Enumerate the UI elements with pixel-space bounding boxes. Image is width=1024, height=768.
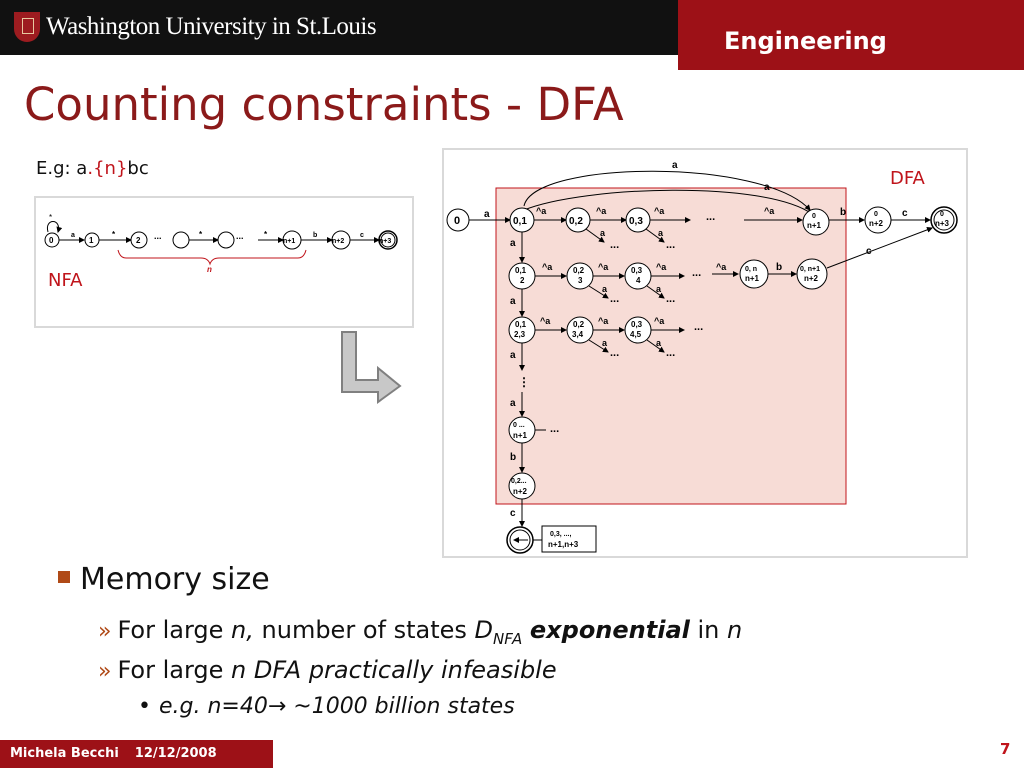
nfa-dots-1: ...: [154, 231, 162, 241]
bullet-dot-icon: •: [138, 694, 151, 719]
dfa-col-edge-b-label: b: [510, 452, 517, 463]
dfa-label-r3-1b: 3,4: [572, 330, 584, 339]
school-name: Engineering: [724, 27, 887, 55]
nfa-trans-star-0: *: [49, 213, 53, 222]
dfa-label-r3-0b: 2,3: [514, 330, 526, 339]
nfa-trans-star-1: *: [112, 230, 116, 239]
university-name: Washington University in St.Louis: [46, 13, 377, 40]
sub1-prefix: For large: [117, 616, 232, 644]
dfa-label-r1-n3b: n+3: [935, 219, 950, 228]
sub1-n: n,: [231, 616, 254, 644]
dfa-edge-r2-3-label: ^a: [716, 262, 727, 272]
chevron-icon: »: [98, 619, 112, 644]
dfa-shaded-region: [496, 188, 846, 504]
bullet-main: [58, 562, 270, 597]
dfa-diagram: [444, 150, 966, 556]
nfa-state-label-0: 0: [49, 236, 54, 245]
nfa-trans-a: a: [71, 232, 75, 239]
dfa-diag-r1-1-dots: ...: [610, 239, 620, 251]
dfa-edge-r3-0-label: ^a: [540, 316, 551, 326]
dfa-col-edge-3-label: a: [510, 350, 516, 361]
dfa-edge-r2-2-label: ^a: [656, 262, 667, 272]
dfa-edge-r2-c-label: c: [866, 246, 872, 257]
dfa-edge-r2-1-label: ^a: [598, 262, 609, 272]
example-prefix: E.g: a: [36, 158, 88, 179]
sub1-middle: number of states: [253, 616, 475, 644]
dfa-label-col-n2b: n+2: [513, 487, 528, 496]
dfa-diag-r2-1-dots: ...: [610, 293, 620, 305]
dfa-start-label: 0: [454, 215, 461, 227]
sub1-d: D: [474, 616, 493, 644]
dfa-label-col-n1a: 0 ...: [513, 422, 525, 429]
dfa-col-edge-4-label: a: [510, 398, 516, 409]
nfa-state-label-1: 1: [89, 236, 94, 245]
dfa-label-r1-2: 0,3: [629, 216, 643, 227]
dfa-edge-r1-c-label: c: [902, 208, 908, 219]
dfa-label-r2-n2a: 0, n+1: [800, 266, 821, 273]
dfa-diag-r2-2-dots: ...: [666, 293, 676, 305]
dfa-label-r1-n2: 0: [874, 211, 878, 218]
footer-date: 12/12/2008: [134, 746, 217, 761]
bullet-sub-2: [98, 656, 557, 684]
dfa-diag-r3-1-dots: ...: [610, 347, 620, 359]
dfa-edge-r2-0-label: ^a: [542, 262, 553, 272]
dfa-diag-r3-2-label: a: [656, 338, 662, 348]
sub2-prefix: For large: [117, 656, 232, 684]
nfa-trans-c: c: [360, 232, 364, 239]
dfa-edge-r1-3-label: ^a: [764, 206, 775, 216]
dfa-label-r3-2b: 4,5: [630, 330, 642, 339]
university-shield-icon: [14, 12, 40, 42]
sub1-n2: n: [727, 616, 743, 644]
page-number: 7: [1000, 740, 1011, 758]
dfa-diag-r3-1-label: a: [602, 338, 608, 348]
example-brace: {n}: [93, 158, 128, 179]
transform-arrow-icon: [334, 330, 406, 404]
sub1-sub: NFA: [493, 629, 523, 648]
dfa-edge-r1-2-label: ^a: [654, 206, 665, 216]
dfa-label-r2-n1a: 0, n: [745, 266, 758, 273]
slide-title: Counting constraints - DFA: [24, 78, 624, 131]
example-dot: .: [87, 158, 94, 179]
nfa-trans-b: b: [313, 232, 318, 239]
nfa-state-mid2: [218, 232, 234, 248]
dfa-edge-r1-0-label: ^a: [536, 206, 547, 216]
dfa-edge-r2-b-label: b: [776, 262, 783, 273]
dfa-label-r1-0: 0,1: [513, 216, 527, 227]
dfa-diag-r1-2-dots: ...: [666, 239, 676, 251]
dfa-col-edge-c-label: c: [510, 508, 516, 519]
chevron-icon: »: [98, 659, 112, 684]
nfa-state-label-n1: n+1: [283, 238, 296, 245]
dfa-label-r1-n3: 0: [940, 211, 944, 218]
dfa-label-r3-0a: 0,1: [515, 320, 527, 329]
dfa-label-col-n3b: n+1,n+3: [548, 540, 579, 549]
footer-author: Michela Becchi: [10, 746, 119, 761]
sub1-in: in: [689, 616, 728, 644]
dfa-diag-r1-2-label: a: [658, 228, 664, 238]
dfa-label-r3-1a: 0,2: [573, 320, 585, 329]
nfa-brace: [118, 250, 306, 264]
dfa-label-r2-1b: 3: [578, 276, 583, 285]
dfa-col-edge-1-label: a: [510, 238, 516, 249]
nfa-state-label-n3: n+3: [379, 238, 392, 245]
dfa-label: DFA: [890, 168, 925, 189]
dfa-edge-r1-b-label: b: [840, 207, 847, 218]
nfa-label: NFA: [48, 270, 83, 291]
footer-bar: [0, 740, 273, 768]
dfa-col-n1-dots: ...: [550, 423, 560, 435]
dfa-label-r1-n1: 0: [812, 213, 816, 220]
nfa-trans-star-3: *: [264, 230, 268, 239]
university-logo: [14, 8, 376, 46]
dfa-dots-r1: ...: [706, 211, 716, 223]
nfa-state-label-n2: n+2: [332, 238, 345, 245]
dfa-edge-r3-1-label: ^a: [598, 316, 609, 326]
nfa-state-mid: [173, 232, 189, 248]
dfa-diag-r1-1-label: a: [600, 228, 606, 238]
dfa-label-r1-n2b: n+2: [869, 219, 884, 228]
dfa-label-r2-2a: 0,3: [631, 266, 643, 275]
sub1-exp: exponential: [529, 616, 690, 644]
dfa-label-r2-1a: 0,2: [573, 266, 585, 275]
dfa-edge-r1-1-label: ^a: [596, 206, 607, 216]
dfa-diagram-box: [442, 148, 968, 558]
dfa-arc-label-a-top: a: [672, 160, 678, 171]
dfa-label-r2-2b: 4: [636, 276, 641, 285]
dfa-label-r2-n1b: n+1: [745, 274, 760, 283]
sub3-text: e.g. n=40→ ~1000 billion states: [158, 694, 515, 719]
bullet-main-text: Memory size: [80, 562, 270, 597]
nfa-dots-2: ...: [236, 231, 244, 241]
nfa-brace-label: n: [207, 265, 212, 274]
dfa-diag-r2-1-label: a: [602, 284, 608, 294]
dfa-edge-start-label: a: [484, 209, 490, 220]
nfa-self-loop: [47, 222, 58, 233]
dfa-col-vdots: ⋮: [518, 375, 530, 389]
nfa-diagram: [36, 198, 412, 326]
nfa-diagram-box: [34, 196, 414, 328]
dfa-dots-r2: ...: [692, 267, 702, 279]
bullet-sub-3: [138, 694, 515, 719]
example-regex: [36, 158, 149, 179]
example-suffix: bc: [127, 158, 149, 179]
bullet-square-icon: [58, 571, 70, 583]
dfa-dots-r3: ...: [694, 321, 704, 333]
dfa-label-r2-0b: 2: [520, 276, 525, 285]
nfa-state-label-2: 2: [136, 236, 141, 245]
dfa-label-col-n2a: 0,2...: [511, 478, 527, 485]
dfa-col-edge-2-label: a: [510, 296, 516, 307]
dfa-diag-r2-2-label: a: [656, 284, 662, 294]
dfa-label-r3-2a: 0,3: [631, 320, 643, 329]
dfa-edge-r3-2-label: ^a: [654, 316, 665, 326]
dfa-label-r1-1: 0,2: [569, 216, 583, 227]
dfa-label-r2-n2b: n+2: [804, 274, 819, 283]
sub2-rest: n DFA practically infeasible: [231, 656, 557, 684]
dfa-diag-r3-2-dots: ...: [666, 347, 676, 359]
dfa-label-r2-0a: 0,1: [515, 266, 527, 275]
bullet-sub-1: [98, 616, 742, 648]
dfa-label-col-n3a: 0,3, ...,: [550, 531, 572, 538]
dfa-arc-label-a-2: a: [764, 182, 770, 193]
dfa-label-col-n1b: n+1: [513, 431, 528, 440]
dfa-label-r1-n1b: n+1: [807, 221, 822, 230]
nfa-trans-star-2: *: [199, 230, 203, 239]
